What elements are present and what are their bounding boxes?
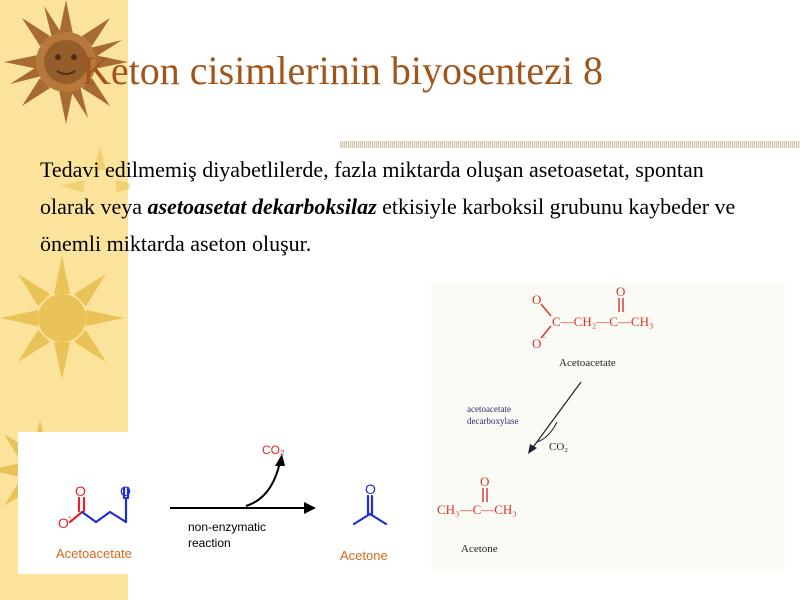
acetoacetate-label: Acetoacetate <box>56 546 132 561</box>
oxygen-anion: O <box>532 336 542 351</box>
oxygen-label-1: O <box>75 483 86 499</box>
svg-text:-: - <box>68 512 72 523</box>
textbook-figure <box>431 282 785 570</box>
title-underline <box>340 141 800 148</box>
oxygen-atom-3: O <box>480 474 490 489</box>
oxygen-atom-1: O <box>532 292 542 307</box>
paragraph-text-2: etkisiyle karboksil grubunu kaybeder ve önemli miktarda aseton oluşur. <box>40 194 736 256</box>
oxygen-atom-2: O <box>616 284 626 299</box>
arrow-label-2: reaction <box>188 536 231 550</box>
co2-textbook: CO₂ <box>549 441 569 453</box>
co2-label: CO₂ <box>262 443 285 457</box>
acetone-skeletal <box>354 496 386 524</box>
reaction-figure <box>18 432 426 574</box>
paragraph-text-1: Tedavi edilmemiş diyabetlilerde, fazla miktarda oluşan asetoasetat, spontan olarak veya <box>40 157 704 219</box>
paragraph-emphasis: asetoasetat dekarboksilaz <box>147 194 377 219</box>
reaction-arrow <box>531 382 581 450</box>
acetone-formula: CH₃—C—CH₃ <box>437 502 517 517</box>
svg-text:−: − <box>541 332 547 342</box>
enzyme-label-2: decarboxylase <box>467 416 519 426</box>
acetoacetate-label: Acetoacetate <box>559 357 616 369</box>
acetoacetate-formula: C—CH₂—C—CH₃ <box>552 314 654 329</box>
acetone-oxygen-label: O <box>365 481 376 497</box>
oxygen-anion-label: O <box>58 515 69 531</box>
enzyme-label-1: acetoacetate <box>467 404 511 414</box>
slide-title: Keton cisimlerinin biyosentezi 8 <box>82 48 603 93</box>
arrow-label-1: non-enzymatic <box>188 520 267 534</box>
body-paragraph <box>40 151 740 262</box>
acetone-label-textbook: Acetone <box>461 543 498 555</box>
oxygen-label-2: O <box>120 483 131 499</box>
acetone-label: Acetone <box>340 548 388 563</box>
